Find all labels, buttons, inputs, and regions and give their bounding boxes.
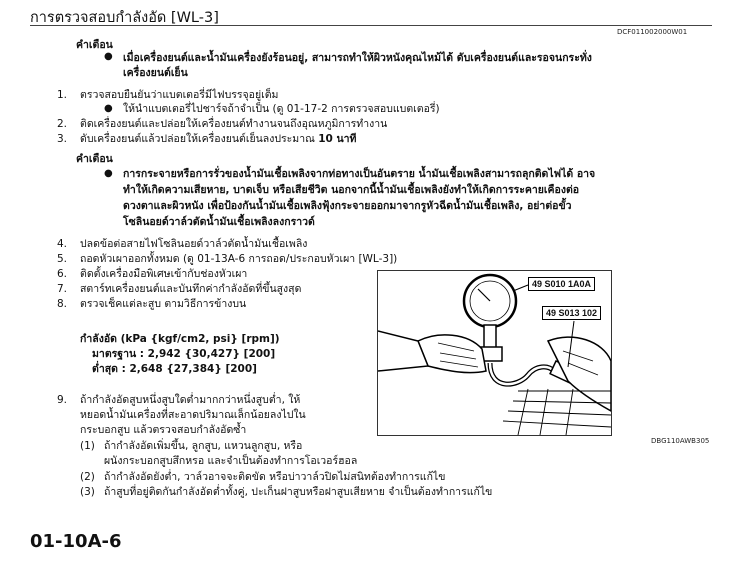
document-code: DCF011002000W01: [617, 28, 688, 36]
tool-number-tag-adapter: 49 S013 102: [542, 306, 601, 320]
sub-item-1-line-2: ผนังกระบอกสูบสึกหรอ และจำเป็นต้องทำการโอเวอร์ฮอล: [104, 455, 358, 467]
sub-item-1-line-1: ถ้ากำลังอัดเพิ่มขึ้น, ลูกสูบ, แหวนลูกสูบ, หรือ: [104, 440, 303, 452]
warning-label-2: คำเตือน: [76, 153, 113, 165]
spec-heading: กำลังอัด (kPa {kgf/cm2, psi} [rpm]): [80, 333, 280, 345]
sub-item-3-line-1: ถ้าสูบที่อยู่ติดกันกำลังอัดต่ำทั้งคู่, ปะเก็นฝาสูบหรือฝาสูบเสียหาย จำเป็นต้องทำการแก้ไข: [104, 486, 493, 498]
sub-item-number: (3): [80, 486, 95, 498]
step-number: 1.: [57, 89, 68, 101]
step-1-subnote: ให้นำแบตเตอรี่ไปชาร์จถ้าจำเป็น (ดู 01-17-2 การตรวจสอบแบตเตอรี่): [123, 103, 440, 115]
step-number: 6.: [57, 268, 68, 280]
step-7-text: สตาร์ทเครื่องยนต์และบันทึกค่ากำลังอัดที่ขึ้นสูงสุด: [80, 283, 302, 295]
spec-minimum: ต่ำสุด : 2,648 {27,384} [200]: [92, 363, 257, 375]
warning-1-line-2: เครื่องยนต์เย็น: [123, 67, 188, 79]
step-9-line-2: หยอดน้ำมันเครื่องที่สะอาดปริมาณเล็กน้อยลงไปใน: [80, 409, 306, 421]
page-title: การตรวจสอบกำลังอัด [WL-3]: [30, 10, 219, 26]
figure-code: DBG110AWB305: [651, 437, 710, 445]
warning-2-line-3: ดวงตาและผิวหนัง เพื่อป้องกันน้ำมันเชื้อเพลิงฟุ้งกระจายออกมาจากรูหัวฉีดน้ำมันเชื้อเพลิง, อย่าต่อขั้ว: [123, 200, 572, 212]
step-number: 5.: [57, 253, 68, 265]
warning-2-line-2: ทำให้เกิดความเสียหาย, บาดเจ็บ หรือเสียชีวิต นอกจากนี้น้ำมันเชื้อเพลิงยังทำให้เกิดการระคายเคืองต่อ: [123, 184, 580, 196]
tool-number-tag-gauge: 49 S010 1A0A: [528, 277, 595, 291]
step-9-line-1: ถ้ากำลังอัดสูบหนึ่งสูบใดต่ำมากกว่าหนึ่งสูบต่ำ, ให้: [80, 394, 301, 406]
step-8-text: ตรวจเช็คแต่ละสูบ ตามวิธีการข้างบน: [80, 298, 247, 310]
step-number: 7.: [57, 283, 68, 295]
bullet-icon: ●: [104, 103, 113, 114]
sub-item-2-line-1: ถ้ากำลังอัดยังต่ำ, วาล์วอาจจะติดขัด หรือบ่าวาล์วปิดไม่สนิทต้องทำการแก้ไข: [104, 471, 446, 483]
step-1-text: ตรวจสอบยืนยันว่าแบตเตอรี่มีไฟบรรจุอยู่เต็ม: [80, 89, 279, 101]
step-3-text: ดับเครื่องยนต์แล้วปล่อยให้เครื่องยนต์เย็นลงประมาณ 10 นาที: [80, 133, 357, 145]
sub-item-number: (2): [80, 471, 95, 483]
page-number: 01-10A-6: [30, 531, 122, 552]
compression-gauge-illustration: [377, 270, 612, 436]
sub-item-number: (1): [80, 440, 95, 452]
step-number: 9.: [57, 394, 68, 406]
step-6-text: ติดตั้งเครื่องมือพิเศษเข้ากับช่องหัวเผา: [80, 268, 248, 280]
warning-1-line-1: เมื่อเครื่องยนต์และน้ำมันเครื่องยังร้อนอยู่, สามารถทำให้ผิวหนังคุณไหม้ได้ ดับเครื่องยนต์และรอจนกระทั่ง: [123, 52, 592, 64]
spec-standard: มาตรฐาน : 2,942 {30,427} [200]: [92, 348, 276, 360]
bullet-icon: ●: [104, 168, 113, 179]
step-4-text: ปลดข้อต่อสายไฟโซลินอยด์วาล์วตัดน้ำมันเชื้อเพลิง: [80, 238, 308, 250]
step-number: 8.: [57, 298, 68, 310]
step-number: 4.: [57, 238, 68, 250]
warning-label-1: คำเตือน: [76, 39, 113, 51]
step-5-text: ถอดหัวเผาออกทั้งหมด (ดู 01-13A-6 การถอด/ประกอบหัวเผา [WL-3]): [80, 253, 398, 265]
bullet-icon: ●: [104, 51, 113, 62]
warning-2-line-1: การกระจายหรือการรั่วของน้ำมันเชื้อเพลิงจากท่อทางเป็นอันตราย น้ำมันเชื้อเพลิงสามารถลุกติดไฟได้ อาจ: [123, 168, 596, 180]
step-2-text: ติดเครื่องยนต์และปล่อยให้เครื่องยนต์ทำงานจนถึงอุณหภูมิการทำงาน: [80, 118, 388, 130]
step-number: 3.: [57, 133, 68, 145]
title-divider: [30, 25, 712, 26]
step-9-line-3: กระบอกสูบ แล้วตรวจสอบกำลังอัดซ้ำ: [80, 424, 247, 436]
gauge-drawing: [378, 271, 611, 435]
step-number: 2.: [57, 118, 68, 130]
warning-2-line-4: โซลินอยด์วาล์วตัดน้ำมันเชื้อเพลิงลงกราวด์: [123, 216, 315, 228]
